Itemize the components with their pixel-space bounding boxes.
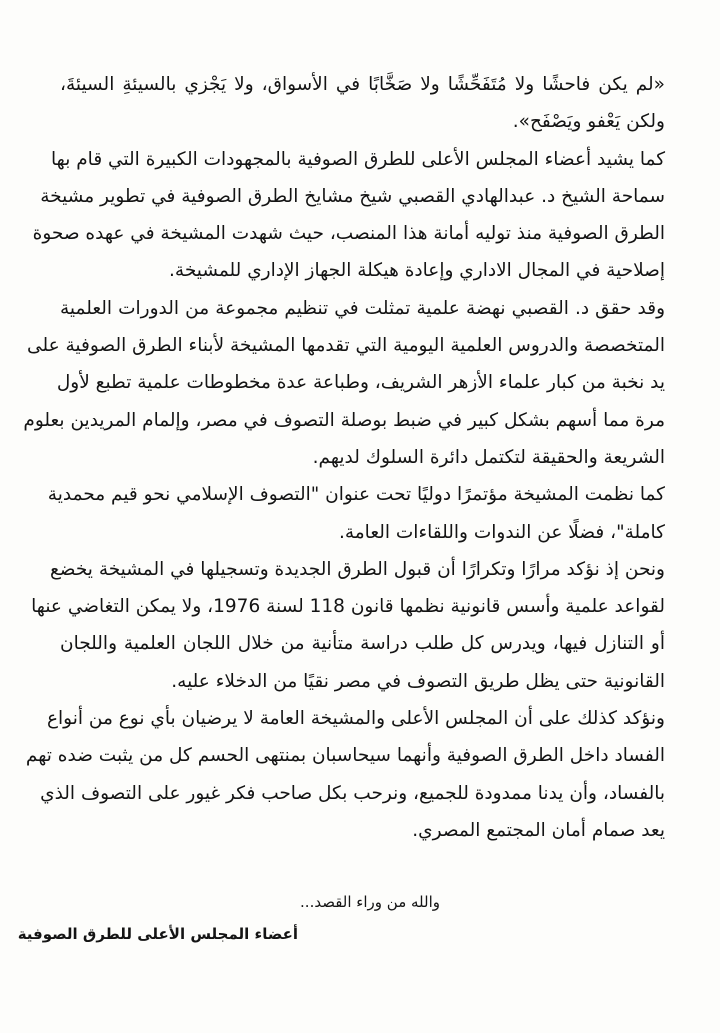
text-line: يعد صمام أمان المجتمع المصري. (412, 819, 665, 841)
text-line: بالفساد، وأن يدنا ممدودة للجميع، ونرحب بكل صاحب فكر غيور على التصوف الذي (40, 782, 665, 804)
closing-phrase: والله من وراء القصد... (300, 893, 440, 911)
text-line: وقد حقق د. القصبي نهضة علمية تمثلت في تنظيم مجموعة من الدورات العلمية (60, 297, 665, 319)
text-line: إصلاحية في المجال الاداري وإعادة هيكلة الجهاز الإداري للمشيخة. (169, 260, 665, 282)
text-line: «لم يكن فاحشًا ولا مُتَفَحِّشًا ولا صَخَّابًا في الأسواق، ولا يَجْزي بالسيئةِ السيئةَ، (60, 74, 665, 95)
text-line: المتخصصة والدروس العلمية اليومية التي تقدمها المشيخة لأبناء الطرق الصوفية على (27, 335, 665, 357)
text-line: مرة مما أسهم بشكل كبير في ضبط بوصلة التصوف في مصر، وإلمام المريدين بعلوم (23, 409, 665, 431)
text-line: ونؤكد كذلك على أن المجلس الأعلى والمشيخة العامة لا يرضيان بأي نوع من أنواع (46, 708, 665, 730)
text-line: كاملة"، فضلًا عن الندوات واللقاءات العامة. (338, 521, 665, 543)
text-line: الشريعة والحقيقة لتكتمل دائرة السلوك لديهم. (312, 446, 665, 468)
text-line: أو التنازل فيها، ويدرس كل طلب دراسة متأنية من خلال اللجان العلمية واللجان (60, 633, 665, 655)
text-line: لقواعد علمية وأسس قانونية نظمها قانون 118 لسنة 1976، ولا يمكن التغاضي عنها (31, 596, 665, 618)
text-line: كما نظمت المشيخة مؤتمرًا دوليًا تحت عنوان "التصوف الإسلامي نحو قيم محمدية (47, 484, 665, 506)
text-line: القانونية حتى يظل طريق التصوف في مصر نقيًا من الدخلاء عليه. (171, 670, 665, 692)
text-line: الطرق الصوفية منذ توليه أمانة هذا المنصب، حيث شهدت المشيخة في عهده صحوة (32, 223, 665, 245)
text-line: يد نخبة من كبار علماء الأزهر الشريف، وطباعة عدة مخطوطات علمية تطبع لأول (56, 372, 665, 394)
text-line: ولكن يَعْفو ويَصْفَح». (512, 111, 665, 133)
text-line: ونحن إذ نؤكد مرارًا وتكرارًا أن قبول الطرق الجديدة وتسجيلها في المشيخة يخضع (49, 558, 665, 580)
signature: أعضاء المجلس الأعلى للطرق الصوفية (17, 925, 298, 943)
text-line: كما يشيد أعضاء المجلس الأعلى للطرق الصوفية بالمجهودات الكبيرة التي قام بها (51, 148, 665, 170)
text-line: سماحة الشيخ د. عبدالهادي القصبي شيخ مشايخ الطرق الصوفية في تطوير مشيخة (40, 185, 665, 207)
text-line: الفساد داخل الطرق الصوفية وأنهما سيحاسبان بمنتهى الحسم كل من يثبت ضده تهم (25, 745, 665, 767)
